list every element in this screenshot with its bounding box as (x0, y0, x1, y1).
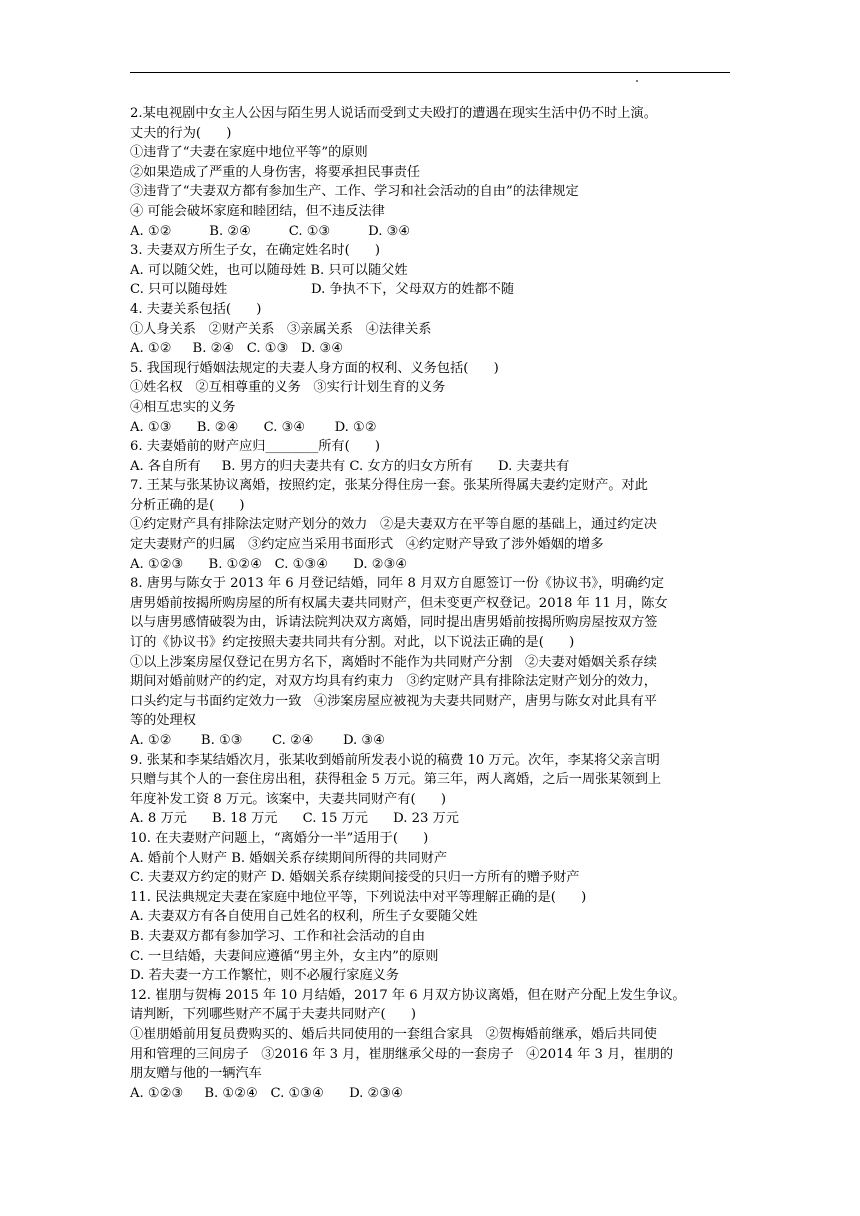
text-line: ④ 可能会破坏家庭和睦团结，但不违反法律 (130, 203, 385, 219)
text-line: 期间对婚前财产的约定，对双方均具有约束力 ③约定财产具有排除法定财产划分的效力， (130, 674, 657, 690)
text-line: 请判断，下列哪些财产不属于夫妻共同财产( ) (130, 1007, 417, 1023)
text-line: C. 一旦结婚，夫妻间应遵循“男主外，女主内”的原则 (130, 948, 439, 964)
text-line: A. 可以随父姓，也可以随母姓 B. 只可以随父姓 (130, 262, 408, 278)
text-line: ①姓名权 ②互相尊重的义务 ③实行计划生育的义务 (130, 380, 446, 396)
text-line: ③违背了“夫妻双方都有参加生产、工作、学习和社会活动的自由”的法律规定 (130, 184, 579, 200)
text-line: A. ①② B. ②④ C. ①③ D. ③④ (130, 341, 344, 357)
text-line: 5. 我国现行婚姻法规定的夫妻人身方面的权利、义务包括( ) (130, 360, 499, 376)
text-line: 分析正确的是( ) (130, 497, 245, 513)
text-line: 年度补发工资 8 万元。该案中，夫妻共同财产有( ) (130, 791, 446, 807)
text-line: 只赠与其个人的一套住房出租，获得租金 5 万元。第三年，两人离婚，之后一周张某领到上 (130, 772, 662, 788)
text-line: A. 各自所有 B. 男方的归夫妻共有 C. 女方的归女方所有 D. 夫妻共有 (130, 458, 570, 474)
text-line: 2.某电视剧中女主人公因与陌生男人说话而受到丈夫殴打的遭遇在现实生活中仍不时上演。 (130, 106, 657, 121)
text-line: 7. 王某与张某协议离婚，按照约定，张某分得住房一套。张某所得属夫妻约定财产。对此 (130, 478, 648, 494)
text-line: 口头约定与书面约定效力一致 ④涉案房屋应被视为夫妻共同财产，唐男与陈女对此具有平 (130, 693, 657, 709)
text-line: 唐男婚前按揭所购房屋的所有权属夫妻共同财产，但未变更产权登记。2018 年 11 月，陈女 (130, 595, 668, 611)
text-line: ①以上涉案房屋仅登记在男方名下，离婚时不能作为共同财产分割 ②夫妻对婚姻关系存续 (130, 654, 657, 670)
text-line: ①崔朋婚前用复员费购买的、婚后共同使用的一套组合家具 ②贺梅婚前继承，婚后共同使 (130, 1026, 657, 1042)
text-line: A. 8 万元 B. 18 万元 C. 15 万元 D. 23 万元 (130, 811, 459, 827)
text-line: 12. 崔朋与贺梅 2015 年 10 月结婚，2017 年 6 月双方协议离婚，但在财产分配上发生争议。 (130, 987, 686, 1003)
text-line: 丈夫的行为( ) (130, 125, 232, 141)
text-line: ①违背了“夫妻在家庭中地位平等”的原则 (130, 145, 368, 161)
text-line: 10. 在夫妻财产问题上，“离婚分一半”适用于( ) (130, 830, 429, 846)
text-line: 4. 夫妻关系包括( ) (130, 301, 262, 317)
text-line: 11. 民法典规定夫妻在家庭中地位平等，下列说法中对平等理解正确的是( ) (130, 889, 587, 905)
text-line: 以与唐男感情破裂为由，诉请法院判决双方离婚，同时提出唐男婚前按揭所购房屋按双方签 (130, 615, 658, 631)
text-line: D. 若夫妻一方工作繁忙，则不必履行家庭义务 (130, 968, 400, 984)
header-rule (130, 72, 730, 73)
text-line: C. 只可以随母姓 D. 争执不下，父母双方的姓都不随 (130, 282, 515, 298)
text-line: C. 夫妻双方约定的财产 D. 婚姻关系存续期间接受的只归一方所有的赠予财产 (130, 870, 580, 886)
text-line: B. 夫妻双方都有参加学习、工作和社会活动的自由 (130, 928, 426, 944)
text-line: A. ①② B. ②④ C. ①③ D. ③④ (130, 223, 411, 239)
text-line: A. ①② B. ①③ C. ②④ D. ③④ (130, 733, 386, 748)
text-line: A. ①②③ B. ①②④ C. ①③④ D. ②③④ (130, 1085, 404, 1101)
text-line: A. 夫妻双方有各自使用自己姓名的权利，所生子女要随父姓 (130, 909, 478, 925)
text-line: 用和管理的三间房子 ③2016 年 3 月，崔朋继承父母的一套房子 ④2014 年 3 月，崔朋的 (130, 1046, 674, 1062)
text-line: A. ①②③ B. ①②④ C. ①③④ D. ②③④ (130, 556, 408, 572)
text-line: ①约定财产具有排除法定财产划分的效力 ②是夫妻双方在平等自愿的基础上，通过约定决 (130, 517, 657, 533)
text-line: ④相互忠实的义务 (130, 399, 236, 415)
text-line: 订的《协议书》约定按照夫妻共同共有分割。对此，以下说法正确的是( ) (130, 635, 575, 651)
text-line: 等的处理权 (130, 713, 196, 729)
text-line: A. ①③ B. ②④ C. ③④ D. ①② (130, 419, 377, 435)
text-line: 朋友赠与他的一辆汽车 (130, 1066, 262, 1082)
text-line: 6. 夫妻婚前的财产应归________所有( ) (130, 439, 381, 455)
text-line: 3. 夫妻双方所生子女，在确定姓名时( ) (130, 243, 381, 259)
text-line: ①人身关系 ②财产关系 ③亲属关系 ④法律关系 (130, 321, 432, 337)
text-line: 定夫妻财产的归属 ③约定应当采用书面形式 ④约定财产导致了涉外婚姻的增多 (130, 537, 604, 553)
header-dot (636, 80, 638, 82)
text-line: A. 婚前个人财产 B. 婚姻关系存续期间所得的共同财产 (130, 850, 448, 866)
text-line: 8. 唐男与陈女于 2013 年 6 月登记结婚，同年 8 月双方自愿签订一份《协议书》，明确约定 (130, 576, 665, 592)
text-line: ②如果造成了严重的人身伤害，将要承担民事责任 (130, 164, 421, 180)
text-line: 9. 张某和李某结婚次月，张某收到婚前所发表小说的稿费 10 万元。次年，李某将父亲言明 (130, 752, 660, 768)
question-content (130, 104, 732, 1103)
